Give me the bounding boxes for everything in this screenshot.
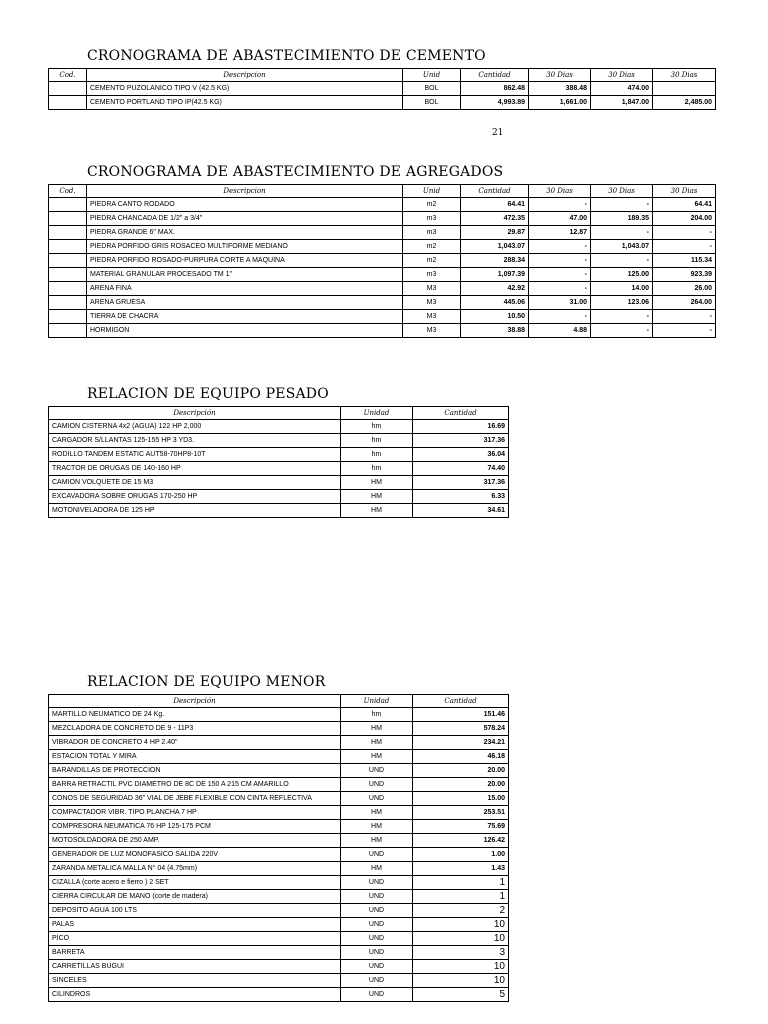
cell-unidad: hm — [341, 420, 413, 434]
cell-cod — [49, 212, 87, 226]
table-row — [49, 198, 716, 212]
cell-descripcion: ARENA GRUESA — [87, 296, 403, 310]
col-cantidad: Cantidad — [461, 185, 529, 198]
cell-unidad: HM — [341, 862, 413, 876]
minor-equipment-section — [48, 674, 509, 1002]
cell-dias-1: - — [529, 282, 591, 296]
col-unidad: Unidad — [341, 407, 413, 420]
cell-descripcion: BARRETA — [49, 946, 341, 960]
cell-descripcion: CEMENTO PORTLAND TIPO IP(42.5 KG) — [87, 96, 403, 110]
col-30-dias-1: 30 Dias — [529, 185, 591, 198]
cell-cantidad: 3 — [413, 946, 509, 960]
cell-unidad: HM — [341, 750, 413, 764]
cell-cantidad: 1 — [413, 876, 509, 890]
col-30-dias-1: 30 Dias — [529, 69, 591, 82]
table-row — [49, 862, 509, 876]
cell-cantidad: 4,993.89 — [461, 96, 529, 110]
table-row — [49, 226, 716, 240]
minor-equipment-table — [48, 694, 509, 1002]
cement-header-row — [49, 69, 716, 82]
cell-dias-2: - — [591, 226, 653, 240]
cell-dias-1: 12.87 — [529, 226, 591, 240]
cell-descripcion: HORMIGON — [87, 324, 403, 338]
cell-unid: M3 — [403, 310, 461, 324]
cell-unid: BOL — [403, 82, 461, 96]
cell-unidad: HM — [341, 736, 413, 750]
cell-dias-2: - — [591, 310, 653, 324]
heavy-equipment-title: RELACION DE EQUIPO PESADO — [87, 386, 329, 402]
cell-unidad: HM — [341, 504, 413, 518]
cell-unid: m2 — [403, 240, 461, 254]
cell-dias-1: 4.88 — [529, 324, 591, 338]
cell-unidad: hm — [341, 462, 413, 476]
cell-dias-1: - — [529, 310, 591, 324]
cell-descripcion: GENERADOR DE LUZ MONOFASICO SALIDA 220V — [49, 848, 341, 862]
cell-cantidad: 10 — [413, 960, 509, 974]
col-30-dias-3: 30 Dias — [653, 185, 716, 198]
cell-cantidad: 151.46 — [413, 708, 509, 722]
table-row — [49, 82, 716, 96]
cell-unidad: HM — [341, 722, 413, 736]
cell-dias-3: 2,485.00 — [653, 96, 716, 110]
col-30-dias-2: 30 Dias — [591, 69, 653, 82]
cell-dias-1: - — [529, 198, 591, 212]
cell-unidad: UND — [341, 876, 413, 890]
cell-unidad: hm — [341, 448, 413, 462]
cell-unidad: UND — [341, 946, 413, 960]
table-row — [49, 96, 716, 110]
cell-cantidad: 20.00 — [413, 778, 509, 792]
table-row — [49, 848, 509, 862]
table-row — [49, 268, 716, 282]
cell-dias-1: 1,661.00 — [529, 96, 591, 110]
cell-unidad: UND — [341, 904, 413, 918]
col-cod: Cod. — [49, 69, 87, 82]
cell-unid: m3 — [403, 212, 461, 226]
cell-unidad: HM — [341, 834, 413, 848]
cell-dias-1: 388.48 — [529, 82, 591, 96]
table-row — [49, 282, 716, 296]
cell-descripcion: ESTACION TOTAL Y MIRA — [49, 750, 341, 764]
table-row — [49, 778, 509, 792]
cell-unidad: UND — [341, 974, 413, 988]
cell-unid: M3 — [403, 296, 461, 310]
cell-cantidad: 10 — [413, 974, 509, 988]
cell-dias-3: - — [653, 240, 716, 254]
cell-unid: M3 — [403, 324, 461, 338]
cell-cantidad: 5 — [413, 988, 509, 1002]
cell-cantidad: 288.34 — [461, 254, 529, 268]
minor-header-row — [49, 695, 509, 708]
col-30-dias-2: 30 Dias — [591, 185, 653, 198]
cell-unid: M3 — [403, 282, 461, 296]
cell-dias-1: - — [529, 268, 591, 282]
cell-cantidad: 20.00 — [413, 764, 509, 778]
cell-dias-3: 923.39 — [653, 268, 716, 282]
table-row — [49, 240, 716, 254]
table-row — [49, 876, 509, 890]
cell-descripcion: TRACTOR DE ORUGAS DE 140-160 HP — [49, 462, 341, 476]
table-row — [49, 462, 509, 476]
cell-cantidad: 1,097.39 — [461, 268, 529, 282]
cell-dias-2: 1,847.00 — [591, 96, 653, 110]
cell-cantidad: 36.04 — [413, 448, 509, 462]
cell-unid: BOL — [403, 96, 461, 110]
cell-cantidad: 1,043.07 — [461, 240, 529, 254]
table-row — [49, 504, 509, 518]
cell-cod — [49, 296, 87, 310]
cement-title: CRONOGRAMA DE ABASTECIMIENTO DE CEMENTO — [87, 48, 486, 64]
cell-dias-3: 64.41 — [653, 198, 716, 212]
col-unid: Unid — [403, 69, 461, 82]
table-row — [49, 722, 509, 736]
cell-dias-2: 1,043.07 — [591, 240, 653, 254]
cell-descripcion: RODILLO TANDEM ESTATIC AUT58-70HP8-10T — [49, 448, 341, 462]
cell-descripcion: CAMION CISTERNA 4x2 (AGUA) 122 HP 2,000 — [49, 420, 341, 434]
table-row — [49, 434, 509, 448]
cell-descripcion: PIEDRA GRANDE 6" MAX. — [87, 226, 403, 240]
table-row — [49, 324, 716, 338]
cell-unidad: HM — [341, 476, 413, 490]
cell-cod — [49, 254, 87, 268]
table-row — [49, 974, 509, 988]
cell-cantidad: 578.24 — [413, 722, 509, 736]
col-descripcion: Descripción — [49, 695, 341, 708]
col-unid: Unid — [403, 185, 461, 198]
heavy-equipment-table — [48, 406, 509, 518]
cell-cantidad: 445.06 — [461, 296, 529, 310]
cell-descripcion: PIEDRA CHANCADA DE 1/2" a 3/4" — [87, 212, 403, 226]
aggregates-table — [48, 184, 716, 338]
cell-cantidad: 42.92 — [461, 282, 529, 296]
cell-cod — [49, 268, 87, 282]
col-unidad: Unidad — [341, 695, 413, 708]
cell-cantidad: 126.42 — [413, 834, 509, 848]
cell-dias-1: - — [529, 254, 591, 268]
aggregates-section — [48, 164, 716, 338]
cell-descripcion: COMPRESORA NEUMATICA 76 HP 125-175 PCM — [49, 820, 341, 834]
cell-descripcion: ARENA FINA — [87, 282, 403, 296]
table-row — [49, 890, 509, 904]
cell-unidad: HM — [341, 490, 413, 504]
cell-descripcion: COMPACTADOR VIBR. TIPO PLANCHA 7 HP — [49, 806, 341, 820]
cell-descripcion: MARTILLO NEUMATICO DE 24 Kg. — [49, 708, 341, 722]
cell-cod — [49, 324, 87, 338]
cell-cod — [49, 310, 87, 324]
cell-cod — [49, 282, 87, 296]
cell-unidad: UND — [341, 960, 413, 974]
cell-dias-2: - — [591, 254, 653, 268]
cell-unid: m2 — [403, 254, 461, 268]
cell-cantidad: 1.43 — [413, 862, 509, 876]
cell-cantidad: 6.33 — [413, 490, 509, 504]
cell-cantidad: 38.88 — [461, 324, 529, 338]
cell-cantidad: 1.00 — [413, 848, 509, 862]
col-descripcion: Descripcion — [87, 69, 403, 82]
table-row — [49, 932, 509, 946]
cell-cantidad: 10 — [413, 932, 509, 946]
cell-dias-3 — [653, 82, 716, 96]
table-row — [49, 448, 509, 462]
cell-dias-2: 189.35 — [591, 212, 653, 226]
col-cantidad: Cantidad — [413, 407, 509, 420]
table-row — [49, 736, 509, 750]
cell-dias-2: - — [591, 198, 653, 212]
table-row — [49, 296, 716, 310]
cell-dias-1: 47.00 — [529, 212, 591, 226]
cell-dias-2: 123.06 — [591, 296, 653, 310]
cell-dias-3: - — [653, 324, 716, 338]
cell-dias-3: - — [653, 310, 716, 324]
cell-descripcion: CIERRA CIRCULAR DE MANO (corte de madera) — [49, 890, 341, 904]
cell-cantidad: 2 — [413, 904, 509, 918]
cell-cod — [49, 82, 87, 96]
cell-descripcion: CEMENTO PUZOLANICO TIPO V (42.5 KG) — [87, 82, 403, 96]
cell-dias-2: 125.00 — [591, 268, 653, 282]
heavy-header-row — [49, 407, 509, 420]
table-row — [49, 806, 509, 820]
aggregates-header-row — [49, 185, 716, 198]
table-row — [49, 750, 509, 764]
cell-dias-3: 26.00 — [653, 282, 716, 296]
cell-cantidad: 234.21 — [413, 736, 509, 750]
aggregates-title: CRONOGRAMA DE ABASTECIMIENTO DE AGREGADOS — [87, 164, 504, 180]
table-row — [49, 476, 509, 490]
cell-cantidad: 10 — [413, 918, 509, 932]
cell-cantidad: 16.69 — [413, 420, 509, 434]
cell-unidad: UND — [341, 778, 413, 792]
table-row — [49, 490, 509, 504]
cell-unidad: HM — [341, 806, 413, 820]
cell-dias-3: 204.00 — [653, 212, 716, 226]
col-descripcion: Descripcion — [87, 185, 403, 198]
cell-cantidad: 75.69 — [413, 820, 509, 834]
cell-unidad: hm — [341, 434, 413, 448]
cell-unidad: UND — [341, 890, 413, 904]
table-row — [49, 310, 716, 324]
cell-descripcion: CARRETILLAS BUGUI — [49, 960, 341, 974]
cell-unidad: UND — [341, 918, 413, 932]
cell-cantidad: 46.18 — [413, 750, 509, 764]
cell-descripcion: CILINDROS — [49, 988, 341, 1002]
cell-descripcion: MOTOSOLDADORA DE 250 AMP. — [49, 834, 341, 848]
cement-table — [48, 68, 716, 110]
col-cod: Cod. — [49, 185, 87, 198]
cell-descripcion: PICO — [49, 932, 341, 946]
cell-descripcion: SINCELES — [49, 974, 341, 988]
cement-section — [48, 48, 716, 110]
cell-descripcion: ZARANDA METALICA MALLA N° 04 (4.75mm) — [49, 862, 341, 876]
cell-cantidad: 862.48 — [461, 82, 529, 96]
cell-dias-1: 31.00 — [529, 296, 591, 310]
cell-unid: m2 — [403, 198, 461, 212]
cell-descripcion: CONOS DE SEGURIDAD 36" VIAL DE JEBE FLEXIBLE CON CINTA REFLECTIVA — [49, 792, 341, 806]
cell-descripcion: MATERIAL GRANULAR PROCESADO TM 1" — [87, 268, 403, 282]
table-row — [49, 254, 716, 268]
col-cantidad: Cantidad — [461, 69, 529, 82]
table-row — [49, 904, 509, 918]
cell-cantidad: 1 — [413, 890, 509, 904]
cell-descripcion: CARGADOR S/LLANTAS 125-155 HP 3 YD3. — [49, 434, 341, 448]
table-row — [49, 988, 509, 1002]
col-descripcion: Descripción — [49, 407, 341, 420]
minor-equipment-title: RELACION DE EQUIPO MENOR — [87, 674, 326, 690]
table-row — [49, 918, 509, 932]
cell-unidad: hm — [341, 708, 413, 722]
cell-descripcion: PALAS — [49, 918, 341, 932]
cell-dias-3: 115.34 — [653, 254, 716, 268]
cell-descripcion: PIEDRA PORFIDO GRIS ROSACEO MULTIFORME MEDIANO — [87, 240, 403, 254]
table-row — [49, 820, 509, 834]
table-row — [49, 764, 509, 778]
cell-dias-3: - — [653, 226, 716, 240]
table-row — [49, 212, 716, 226]
page-number: 21 — [492, 128, 504, 138]
col-cantidad: Cantidad — [413, 695, 509, 708]
cell-descripcion: DEPOSITO AGUA 100 LTS — [49, 904, 341, 918]
cell-unidad: UND — [341, 792, 413, 806]
cell-unidad: UND — [341, 988, 413, 1002]
cell-descripcion: PIEDRA PORFIDO ROSADO-PURPURA CORTE A MAQUINA — [87, 254, 403, 268]
table-row — [49, 708, 509, 722]
cell-cantidad: 317.36 — [413, 476, 509, 490]
heavy-equipment-section — [48, 386, 509, 518]
table-row — [49, 946, 509, 960]
cell-unid: m3 — [403, 268, 461, 282]
cell-unid: m3 — [403, 226, 461, 240]
cell-dias-2: 474.00 — [591, 82, 653, 96]
cell-descripcion: CIZALLA (corte acero e fierro ) 2 SET — [49, 876, 341, 890]
cell-dias-3: 264.00 — [653, 296, 716, 310]
cell-descripcion: CAMION VOLQUETE DE 15 M3 — [49, 476, 341, 490]
cell-cod — [49, 240, 87, 254]
cell-descripcion: EXCAVADORA SOBRE ORUGAS 170-250 HP — [49, 490, 341, 504]
table-row — [49, 792, 509, 806]
cell-cantidad: 34.61 — [413, 504, 509, 518]
cell-cantidad: 15.00 — [413, 792, 509, 806]
cell-descripcion: VIBRADOR DE CONCRETO 4 HP 2.40" — [49, 736, 341, 750]
cell-dias-1: - — [529, 240, 591, 254]
cell-unidad: UND — [341, 932, 413, 946]
cell-cantidad: 64.41 — [461, 198, 529, 212]
cell-dias-2: - — [591, 324, 653, 338]
cell-descripcion: BARANDILLAS DE PROTECCION — [49, 764, 341, 778]
cell-cantidad: 29.87 — [461, 226, 529, 240]
cell-descripcion: MOTONIVELADORA DE 125 HP — [49, 504, 341, 518]
cell-unidad: UND — [341, 848, 413, 862]
cell-descripcion: TIERRA DE CHACRA — [87, 310, 403, 324]
table-row — [49, 420, 509, 434]
col-30-dias-3: 30 Dias — [653, 69, 716, 82]
cell-cantidad: 472.35 — [461, 212, 529, 226]
cell-unidad: HM — [341, 820, 413, 834]
cell-unidad: UND — [341, 764, 413, 778]
cell-cod — [49, 96, 87, 110]
cell-cantidad: 10.50 — [461, 310, 529, 324]
cell-descripcion: MEZCLADORA DE CONCRETO DE 9 - 11P3 — [49, 722, 341, 736]
cell-cantidad: 317.36 — [413, 434, 509, 448]
cell-descripcion: BARRA RETRACTIL PVC DIAMETRO DE 8C DE 150 A 215 CM AMARILLO — [49, 778, 341, 792]
cell-cod — [49, 226, 87, 240]
cell-cod — [49, 198, 87, 212]
cell-cantidad: 253.51 — [413, 806, 509, 820]
cell-descripcion: PIEDRA CANTO RODADO — [87, 198, 403, 212]
table-row — [49, 834, 509, 848]
cell-dias-2: 14.00 — [591, 282, 653, 296]
table-row — [49, 960, 509, 974]
cell-cantidad: 74.40 — [413, 462, 509, 476]
